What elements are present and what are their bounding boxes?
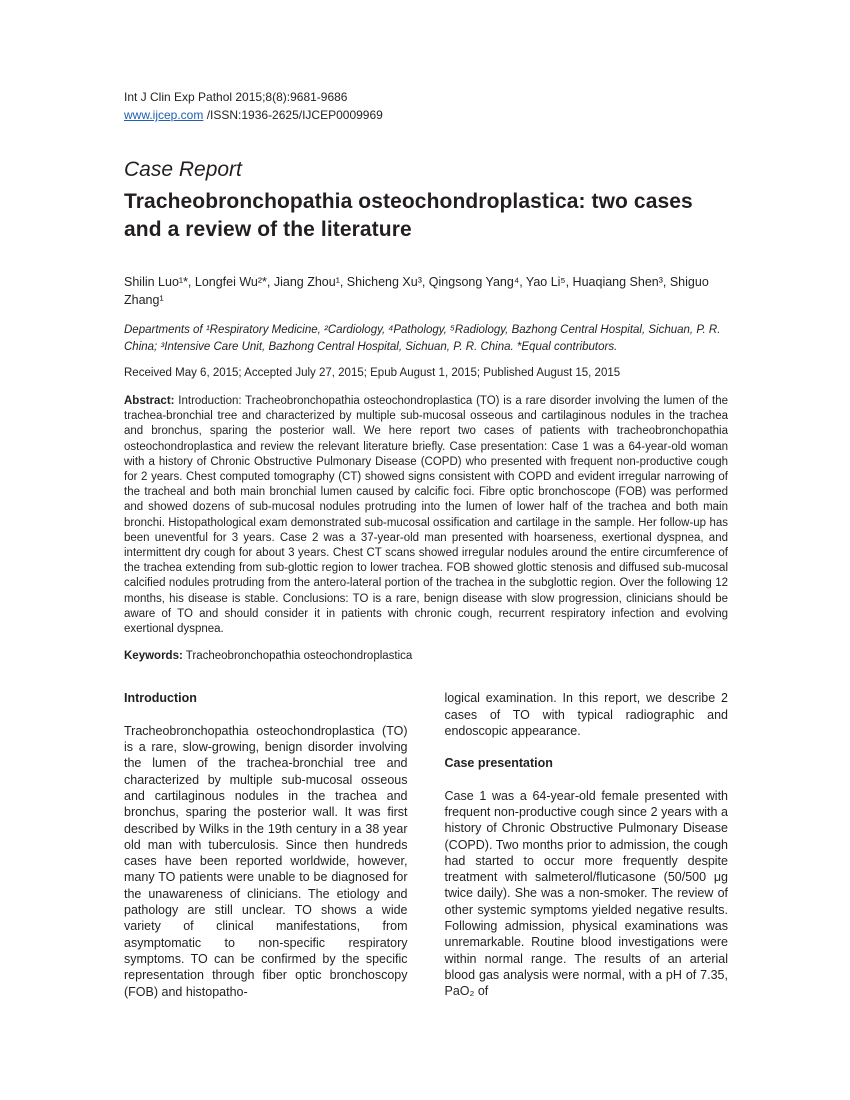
case-presentation-text: Case 1 was a 64-year-old female presented with frequent non-productive cough since 2 years with a history of Chronic Obstructive Pulmonary Disease (COPD). Two months prior to admission, the cough had started to occur more frequently despite treatment with salmeterol/fluticasone (50/500 μg twice daily). She was a non-smoker. The review of other systemic symptoms yielded negative results. Following admission, physical examinations was unremarkable. Routine blood investigations were within normal range. The results of an arterial blood gas analysis were normal, with a pH of 7.35, PaO₂ of — [444, 788, 728, 999]
keywords-text: Tracheobronchopathia osteochondroplastica — [182, 650, 413, 663]
abstract-label: Abstract: — [124, 395, 175, 407]
article-content — [124, 89, 728, 1016]
introduction-continuation-text: logical examination. In this report, we describe 2 cases of TO with typical radiographic and endoscopic appearance. — [444, 691, 728, 739]
case-presentation-heading: Case presentation — [444, 756, 553, 771]
journal-url-link[interactable]: www.ijcep.com — [124, 108, 204, 122]
journal-citation: Int J Clin Exp Pathol 2015;8(8):9681-9686 — [124, 90, 348, 104]
article-title: Tracheobronchopathia osteochondroplastica: two cases and a review of the literature — [124, 190, 693, 241]
abstract-paragraph — [124, 394, 728, 637]
article-type-label: Case Report — [124, 158, 242, 181]
keywords-label: Keywords: — [124, 650, 183, 663]
left-column — [124, 690, 408, 1015]
author-list: Shilin Luo¹*, Longfei Wu²*, Jiang Zhou¹, Shicheng Xu³, Qingsong Yang⁴, Yao Li⁵, Huaqiang Shen³, Shiguo Zhang¹ — [124, 275, 709, 307]
issn-text: /ISSN:1936-2625/IJCEP0009969 — [203, 108, 383, 122]
publication-dates: Received May 6, 2015; Accepted July 27, 2015; Epub August 1, 2015; Published August 15, 2015 — [124, 367, 621, 379]
introduction-text: Tracheobronchopathia osteochondroplastica (TO) is a rare, slow-growing, benign disorder involving the lumen of the trachea-bronchial tree and characterized by multiple sub-mucosal osseous and cartilaginous nodules in the trachea and bronchus, sparing the posterior wall. It was first described by Wilks in the 19th century in a 38 year old man with tuberculosis. Since then hundreds cases have been reported worldwide, however, many TO patients were unable to be diagnosed for the unawareness of clinicians. The etiology and pathology are still unclear. TO shows a wide variety of clinical manifestations, from asymptomatic to non-specific respiratory symptoms. TO can be confirmed by the specific representation through fiber optic bronchoscopy (FOB) and histopatho- — [124, 723, 408, 999]
journal-url-line — [124, 107, 728, 123]
keywords-paragraph — [124, 649, 728, 664]
abstract-text: Introduction: Tracheobronchopathia osteochondroplastica (TO) is a rare disorder involving the lumen of the trachea-bronchial tree and characterized by multiple sub-mucosal osseous and cartilaginous nodules in the trachea and bronchus, sparing the posterior wall. We here report two cases of patients with tracheobronchopathia osteochondroplastica and review the relevant literature briefly. Case presentation: Case 1 was a 64-year-old woman with a history of Chronic Obstructive Pulmonary Disease (COPD) who presented with frequent non-productive cough for 2 years. Chest computed tomography (CT) showed signs consistent with COPD and evident irregular narrowing of the tracheal and both main bronchial lumen caused by calcific foci. Fibre optic bronchoscope (FOB) was performed and showed dozens of sub-mucosal nodules protruding into the lumen of lower half of the trachea and both main bronchi. Histopathological exam demonstrated sub-mucosal ossification and cartilage in the sample. Her follow-up has been uneventful for 3 years. Case 2 was a 37-year-old man presented with hoarseness, exertional dyspnea, and intermittent dry cough for about 3 years. Chest CT scans showed irregular nodules around the entire circumference of the trachea extending from sub-glottic region to lower trachea. FOB showed glottic stenosis and diffused sub-mucosal calcified nodules protruding from the antero-lateral portion of the trachea in the subglottic region. Over the following 12 months, his disease is stable. Conclusions: TO is a rare, benign disease with slow progression, clinicians should be aware of TO and should consider it in patients with chronic cough, recurrent respiratory infection and evolving exertional dyspnea. — [124, 395, 728, 636]
affiliations: Departments of ¹Respiratory Medicine, ²Cardiology, ⁴Pathology, ⁵Radiology, Bazhong Central Hospital, Sichuan, P. R. China; ³Intensive Care Unit, Bazhong Central Hospital, Sichuan, P. R. China. *Equal contributors. — [124, 324, 721, 353]
introduction-heading: Introduction — [124, 691, 197, 706]
two-column-body — [124, 690, 728, 1015]
right-column — [445, 690, 729, 1015]
